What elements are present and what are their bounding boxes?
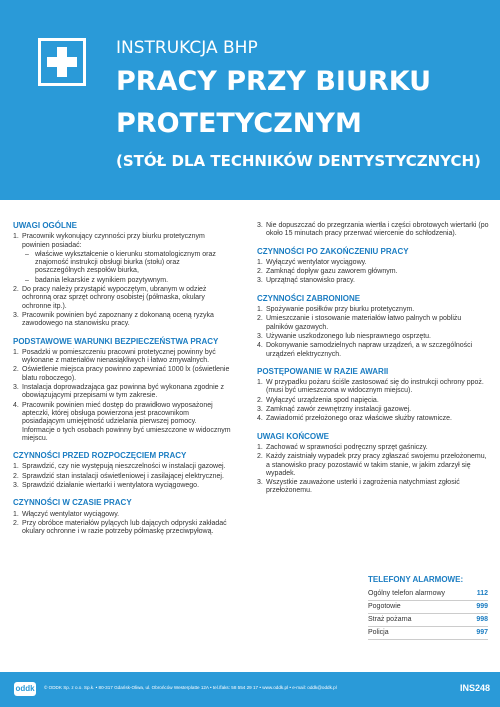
item-number: 2. <box>13 472 19 480</box>
phone-row <box>368 627 488 640</box>
list-item <box>13 402 231 443</box>
item-text: Umieszczanie i stosowanie materiałów łatwo palnych w pobliżu palników gazowych. <box>266 315 462 331</box>
section-title: POSTĘPOWANIE W RAZIE AWARII <box>257 366 389 376</box>
item-number: 2. <box>257 453 263 461</box>
list-item <box>257 415 489 423</box>
list-item <box>257 406 489 414</box>
item-number: 3. <box>13 482 19 490</box>
sub-list-item <box>13 251 231 276</box>
item-number: 4. <box>13 401 19 409</box>
section <box>257 222 489 239</box>
list-item <box>257 379 489 396</box>
item-number: 1. <box>257 443 263 451</box>
dash-bullet: – <box>25 250 29 258</box>
header-title-line2: PROTETYCZNYM <box>116 108 362 139</box>
phone-label: Straż pożarna <box>368 616 412 623</box>
item-number: 4. <box>257 342 263 350</box>
phone-row <box>368 588 488 601</box>
emergency-phones <box>368 575 488 640</box>
list-item <box>257 259 489 267</box>
list-item <box>13 366 231 383</box>
section <box>13 452 231 490</box>
oddk-logo: oddk <box>14 682 36 696</box>
list-item <box>257 342 489 359</box>
phone-number: 998 <box>476 616 488 623</box>
list-item <box>257 268 489 276</box>
section-title: PODSTAWOWE WARUNKI BEZPIECZEŃSTWA PRACY <box>13 336 219 346</box>
list-item <box>13 233 231 250</box>
section <box>13 222 231 329</box>
list-item <box>257 222 489 239</box>
phone-label: Ogólny telefon alarmowy <box>368 590 446 597</box>
section <box>257 295 489 359</box>
item-number: 3. <box>257 332 263 340</box>
list-item <box>13 286 231 311</box>
item-text: Oświetlenie miejsca pracy powinno zapewniać 1000 lx (oświetlenie blatu roboczego). <box>22 366 230 382</box>
medical-cross-icon <box>38 38 86 86</box>
item-number: 4. <box>257 415 263 423</box>
item-number: 3. <box>13 311 19 319</box>
phone-number: 997 <box>476 629 488 636</box>
list-item <box>13 312 231 329</box>
item-number: 1. <box>13 348 19 356</box>
section-title: CZYNNOŚCI W CZASIE PRACY <box>13 498 132 508</box>
item-number: 2. <box>13 366 19 374</box>
item-number: 3. <box>257 277 263 285</box>
item-text: Pracownik powinien mieć dostęp do prawidłowo wyposażonej apteczki, której obsługa powierzona jest pracownikom posiadającym umiejętność udzielania pierwszej pomocy. Informacje o tych osobach powinny być umieszczone w widocznym miejscu. <box>22 401 231 442</box>
section-title: CZYNNOŚCI ZABRONIONE <box>257 293 361 303</box>
item-text: Dokonywanie samodzielnych napraw urządzeń, a w szczególności urządzeń elektrycznych. <box>266 342 473 358</box>
section <box>13 338 231 444</box>
list-item <box>257 397 489 405</box>
sub-list-item <box>13 277 231 285</box>
item-text: Wszystkie zauważone usterki i zagrożenia natychmiast zgłosić przełożonemu. <box>266 479 460 495</box>
list-item <box>13 482 231 490</box>
footer-contact: © ODDK Sp. z o.o. Sp.k. • 80-317 Gdańsk-Oliwa, ul. Obrońców Westerplatte 12A • tel./faks: 58 554 29 17 • www.oddk.pl • e-mail: oddk@oddk.pl <box>44 685 337 690</box>
header-kicker: INSTRUKCJA BHP <box>116 38 258 58</box>
item-text: Przy obróbce materiałów pylących lub dających odpryski zakładać okulary ochronne i w razie potrzeby półmaskę przeciwpyłową. <box>22 519 227 536</box>
item-number: 1. <box>13 233 19 241</box>
item-number: 2. <box>257 268 263 276</box>
item-text: Instalacja doprowadzająca gaz powinna być wykonana zgodnie z obowiązującymi przepisami w tym zakresie. <box>22 384 224 400</box>
item-text: Spożywanie posiłków przy biurku protetycznym. <box>266 306 415 314</box>
phone-label: Pogotowie <box>368 603 401 610</box>
list-item <box>257 315 489 332</box>
list-item <box>257 277 489 285</box>
phone-number: 999 <box>476 603 488 610</box>
item-text: Do pracy należy przystąpić wypoczętym, ubranym w odzież ochronną oraz sprzęt ochrony osobistej (półmaska, okulary ochronne itp.). <box>22 286 207 310</box>
item-text: Zachować w sprawności podręczny sprzęt gaśniczy. <box>266 443 428 451</box>
list-item <box>13 520 231 537</box>
item-number: 1. <box>257 379 263 387</box>
item-text: Zamknąć zawór zewnętrzny instalacji gazowej. <box>266 406 412 414</box>
phone-label: Policja <box>368 629 389 636</box>
document-code: INS248 <box>459 683 490 693</box>
item-number: 1. <box>257 258 263 266</box>
list-item <box>13 511 231 519</box>
phone-number: 112 <box>476 590 488 597</box>
section-title: UWAGI KOŃCOWE <box>257 431 329 441</box>
list-item <box>257 453 489 478</box>
phone-row <box>368 601 488 614</box>
sub-item-text: właściwe wykształcenie o kierunku stomatologicznym oraz znajomość instrukcji obsługi biurka (stołu) oraz poszczególnych zespołów biurka, <box>35 250 216 275</box>
sub-item-text: badania lekarskie z wynikiem pozytywnym. <box>35 276 169 284</box>
item-number: 3. <box>257 222 263 229</box>
item-text: Sprawdzić stan instalacji oświetleniowej i zasilającej elektrycznej. <box>22 472 224 480</box>
list-item <box>13 384 231 401</box>
list-item <box>257 333 489 341</box>
section-title: CZYNNOŚCI PRZED ROZPOCZĘCIEM PRACY <box>13 451 187 461</box>
footer-bar <box>0 672 500 707</box>
section <box>257 368 489 424</box>
item-number: 2. <box>257 315 263 323</box>
item-number: 3. <box>257 406 263 414</box>
header-title-line1: PRACY PRZY BIURKU <box>116 66 432 97</box>
header-subtitle: (STÓŁ DLA TECHNIKÓW DENTYSTYCZNYCH) <box>116 152 481 170</box>
item-text: Pracownik wykonujący czynności przy biurku protetycznym powinien posiadać: <box>22 233 205 249</box>
dash-bullet: – <box>25 276 29 284</box>
item-text: Włączyć wentylator wyciągowy. <box>22 510 120 518</box>
item-text: W przypadku pożaru ściśle zastosować się do instrukcji ochrony ppoż. (musi być umieszczona w widocznym miejscu). <box>266 379 484 395</box>
phones-title: TELEFONY ALARMOWE: <box>368 575 464 584</box>
item-number: 2. <box>13 519 19 527</box>
list-item <box>257 306 489 314</box>
item-text: Wyłączyć urządzenia spod napięcia. <box>266 396 379 404</box>
list-item <box>13 349 231 366</box>
left-column <box>13 222 231 546</box>
item-text: Sprawdzić działanie wiertarki i wentylatora wyciągowego. <box>22 482 200 490</box>
item-text: Wyłączyć wentylator wyciągowy. <box>266 258 367 266</box>
item-text: Posadzki w pomieszczeniu pracowni protetycznej powinny być wykonane z materiałów nienasiąkliwych i łatwo zmywalnych. <box>22 348 216 365</box>
item-number: 1. <box>13 463 19 471</box>
list-item <box>257 444 489 452</box>
section <box>257 248 489 286</box>
list-item <box>257 479 489 496</box>
list-item <box>13 473 231 481</box>
item-text: Używanie uszkodzonego lub niesprawnego osprzętu. <box>266 332 431 340</box>
item-number: 2. <box>257 396 263 404</box>
list-item <box>13 463 231 471</box>
section <box>257 433 489 496</box>
section-title: CZYNNOŚCI PO ZAKOŃCZENIU PRACY <box>257 246 409 256</box>
item-number: 1. <box>257 306 263 314</box>
item-text: Każdy zaistniały wypadek przy pracy zgłaszać swojemu przełożonemu, a stanowisko pracy pozostawić w takim stanie, w jakim zdarzył się wypadek. <box>266 453 487 477</box>
item-number: 1. <box>13 510 19 518</box>
right-column <box>257 222 489 505</box>
item-text: Sprawdzić, czy nie występują nieszczelności w instalacji gazowej. <box>22 463 226 471</box>
item-number: 3. <box>257 479 263 487</box>
item-number: 3. <box>13 384 19 392</box>
item-text: Pracownik powinien być zapoznany z dokonaną oceną ryzyka zawodowego na stanowisku pracy. <box>22 311 214 328</box>
item-text: Uprzątnąć stanowisko pracy. <box>266 277 355 285</box>
item-text: Nie dopuszczać do przegrzania wiertła i części obrotowych wiertarki (po około 15 minutach pracy przerwać wiercenie do schłodzenia). <box>266 222 489 238</box>
item-text: Zawiadomić przełożonego oraz właściwe służby ratownicze. <box>266 415 452 423</box>
phone-row <box>368 614 488 627</box>
header-banner <box>0 0 500 200</box>
section <box>13 499 231 536</box>
item-number: 2. <box>13 286 19 294</box>
item-text: Zamknąć dopływ gazu zaworem głównym. <box>266 268 398 276</box>
section-title: UWAGI OGÓLNE <box>13 221 77 230</box>
